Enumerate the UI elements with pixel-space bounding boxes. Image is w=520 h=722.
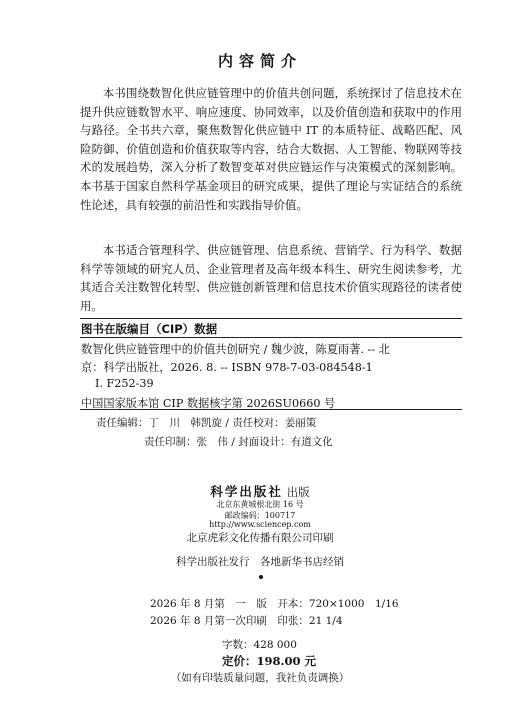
summary-paragraph-1: 本书围绕数智化供应链管理中的价值共创问题，系统探讨了信息技术在提升供应链数智水平、响应速度、协同效率，以及价值创造和获取中的作用与路径。全书共六章，聚焦数智化供应链中 IT 的本质特征、战略匹配、风险防御、价值创造和价值获取等内容，结合大数据、人工智能、物联网等技术的发展趋势，深入分析了数智变革对供应链运作与决策模式的深刻影响。本书基于国家自然科学基金项目的研究成果，提供了理论与实证结合的系统性论述，具有较强的前沿性和实践指导价值。: [80, 86, 462, 212]
production-credits: 责任印制：张 伟 / 封面设计：有道文化: [144, 436, 333, 448]
publisher-website: http://www.sciencep.com: [209, 520, 311, 529]
page-title: 内容简介: [217, 52, 302, 70]
cip-publication-line: 京：科学出版社，2026. 8. -- ISBN 978-7-03-084548-1: [81, 361, 373, 374]
cip-heading: 图书在版编目（CIP）数据: [81, 322, 218, 336]
cip-classification-line: Ⅰ. F252-39: [95, 377, 154, 390]
printer-line: 北京虎彩文化传播有限公司印刷: [186, 532, 334, 544]
publisher-line: [0, 482, 520, 500]
distribution-line: 科学出版社发行 各地新华书店经销: [176, 556, 344, 568]
editor-credits: 责任编辑：丁 川 韩凯旋 / 责任校对：姜丽策: [96, 417, 317, 429]
publisher-address: 北京东黄城根北街 16 号: [216, 500, 304, 509]
publisher-postcode: 邮政编码：100717: [224, 511, 296, 520]
summary-paragraph-2: 本书适合管理科学、供应链管理、信息系统、营销学、行为科学、数据科学等领域的研究人员、企业管理者及高年级本科生、研究生阅读参考，尤其适合关注数智化转型、供应链创新管理和信息技术价值实现路径的读者使用。: [80, 243, 462, 313]
cip-record-number: 中国国家版本馆 CIP 数据核字第 2026SU0660 号: [81, 397, 336, 410]
edition-line: 2026 年 8 月第 一 版 开本：720×1000 1/16: [150, 598, 399, 610]
cip-title-line: 数智化供应链管理中的价值共创研究 / 魏少波，陈夏雨著. -- 北: [81, 343, 390, 356]
cip-divider: [80, 337, 462, 338]
printing-line: 2026 年 8 月第一次印刷 印张：21 1/4: [150, 615, 343, 627]
publisher-name: 科学出版社: [210, 484, 283, 499]
separator-dot: [259, 575, 263, 579]
word-count: 字数：428 000: [222, 639, 297, 651]
publisher-suffix: 出版: [286, 485, 310, 499]
price: 定价：198.00 元: [222, 654, 317, 668]
quality-notice: （如有印装质量问题，我社负责调换）: [170, 672, 350, 684]
